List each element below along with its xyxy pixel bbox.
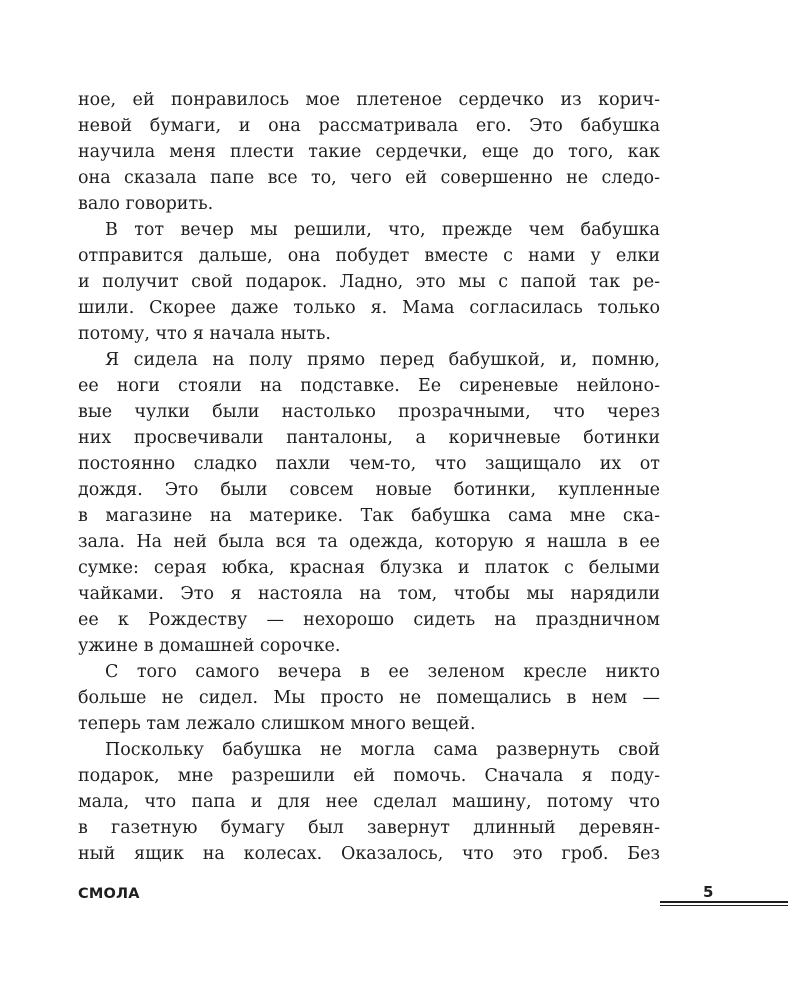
text-line: чайками. Это я настояла на том, чтобы мы нарядили: [78, 584, 660, 604]
running-footer-title: СМОЛА: [78, 886, 140, 902]
text-line: ее ноги стояли на подставке. Ее сиреневые нейлоно-: [78, 376, 660, 396]
text-line: больше не сидел. Мы просто не помещались в нем —: [78, 688, 660, 708]
text-line: мала, что папа и для нее сделал машину, потому что: [78, 792, 660, 812]
text-line: в магазине на материке. Так бабушка сама мне ска-: [78, 506, 660, 526]
text-line: отправится дальше, она побудет вместе с нами у елки: [78, 246, 660, 266]
text-line: них просвечивали панталоны, а коричневые ботинки: [78, 428, 660, 448]
text-line: теперь там лежало слишком много вещей.: [78, 714, 476, 734]
footer-rule-thin: [660, 905, 788, 906]
text-line: в газетную бумагу был завернут длинный деревян-: [78, 818, 660, 838]
text-line: дождя. Это были совсем новые ботинки, купленные: [78, 480, 660, 500]
text-line: зала. На ней была вся та одежда, которую я нашла в ее: [78, 532, 660, 552]
text-line: постоянно сладко пахли чем-то, что защищало их от: [78, 454, 660, 474]
text-line: ее к Рождеству — нехорошо сидеть на праздничном: [78, 610, 660, 630]
text-line: она сказала папе все то, чего ей совершенно не следо-: [78, 168, 660, 188]
text-line: Я сидела на полу прямо перед бабушкой, и, помню,: [105, 350, 660, 370]
text-line: потому, что я начала ныть.: [78, 324, 331, 344]
text-line: сумке: серая юбка, красная блузка и платок с белыми: [78, 558, 660, 578]
text-line: ное, ей понравилось мое плетеное сердечко из корич-: [78, 90, 660, 110]
text-line: невой бумаги, и она рассматривала его. Это бабушка: [78, 116, 660, 136]
footer-rule-thick: [660, 901, 788, 903]
text-line: вые чулки были настолько прозрачными, что через: [78, 402, 660, 422]
text-line: С того самого вечера в ее зеленом кресле никто: [105, 662, 660, 682]
text-line: ный ящик на колесах. Оказалось, что это гроб. Без: [78, 844, 660, 864]
text-line: ужине в домашней сорочке.: [78, 636, 341, 656]
text-line: и получит свой подарок. Ладно, это мы с папой так ре-: [78, 272, 660, 292]
text-line: подарок, мне разрешили ей помочь. Сначала я поду-: [78, 766, 660, 786]
text-line: В тот вечер мы решили, что, прежде чем бабушка: [105, 220, 660, 240]
page-number: 5: [703, 883, 714, 901]
text-line: научила меня плести такие сердечки, еще до того, как: [78, 142, 660, 162]
text-line: Поскольку бабушка не могла сама развернуть свой: [105, 740, 660, 760]
text-line: шили. Скорее даже только я. Мама согласилась только: [78, 298, 660, 318]
text-line: вало говорить.: [78, 194, 214, 214]
body-text: [78, 87, 660, 867]
